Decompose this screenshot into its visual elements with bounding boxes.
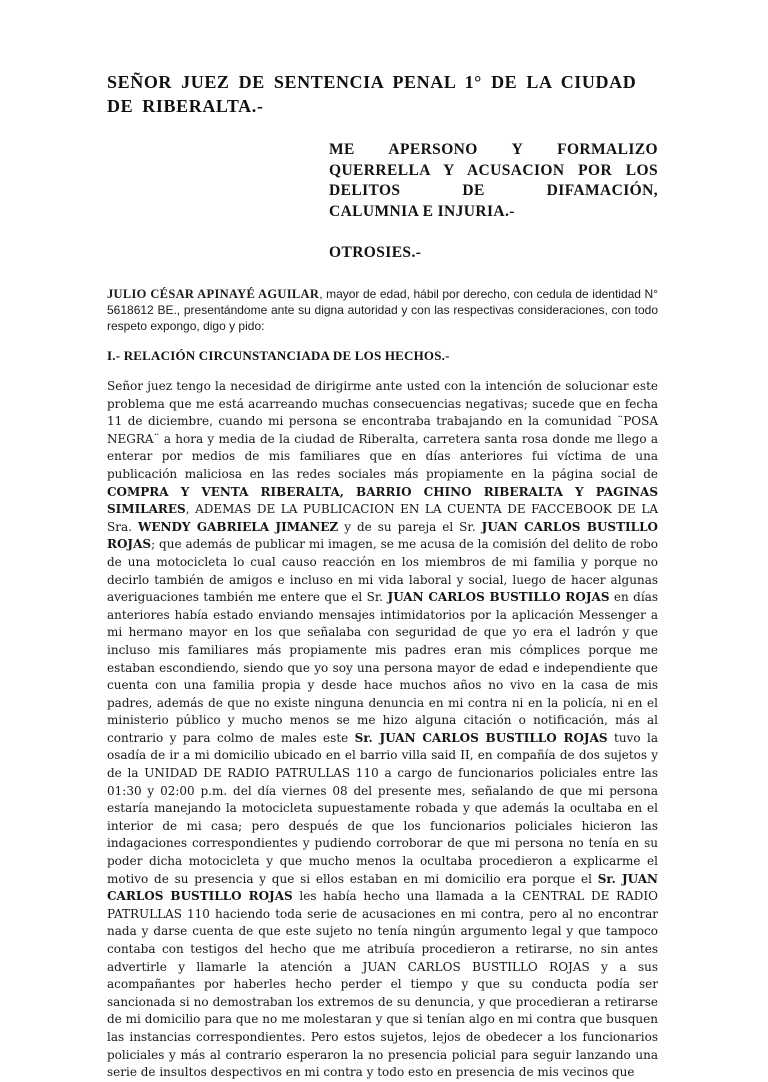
bold-entity: Sr. JUAN CARLOS BUSTILLO ROJAS: [107, 871, 659, 904]
complainant-name: JULIO CÉSAR APINAYÉ AGUILAR: [107, 287, 320, 301]
reference-line: QUERRELLA Y ACUSACION POR LOS: [329, 161, 658, 179]
body-text-segment: y de su pareja el Sr.: [338, 519, 482, 534]
body-text-segment: en días anteriores había estado enviando mensajes intimidatorios por la aplicación Messenger a mi hermano mayor en los que señalaba con seguridad de que yo era el ladrón y que incluso mis familiares más propiamente mis padres eran mis cómplices porque me estaban escondiendo, siendo que yo soy una persona mayor de edad e independiente que cuenta con una familia propia y desde hace muchos años no vivo en la casa de mis padres, además de que no existe ninguna denuncia en mi contra ni en la policía, ni en el ministerio público y mucho menos se me hizo alguna citación o notificación, más al contrario y para colmo de males este: [107, 590, 659, 745]
section-title: I.- RELACIÓN CIRCUNSTANCIADA DE LOS HECHOS.-: [107, 348, 450, 363]
court-addressee-heading: SEÑOR JUEZ DE SENTENCIA PENAL 1° DE LA CIUDAD DE RIBERALTA.-: [107, 72, 637, 116]
bold-entity: WENDY GABRIELA JIMANEZ: [137, 519, 339, 534]
bold-entity: JUAN CARLOS BUSTILLO ROJAS: [387, 590, 610, 605]
facts-paragraph: [107, 378, 658, 1082]
otrosies-label: OTROSIES.-: [329, 244, 422, 261]
reference-line: CALUMNIA E INJURIA.-: [329, 202, 515, 220]
reference-line: DELITOS DE DIFAMACIÓN,: [329, 182, 658, 199]
body-text-segment: tuvo la osadía de ir a mi domicilio ubicado en el barrio villa said II, en compañía de dos sujetos y de la UNIDAD DE RADIO PATRULLAS 110 a cargo de funcionarios policiales entre las 01:30 y 02:00 p.m. del día viernes 08 del presente mes, señalando de que mi persona estaría manejando la motocicleta supuestamente robada y que además la ocultaba en el interior de mi casa; pero después de que los funcionarios policiales hicieron las indagaciones correspondientes y pudiendo corroborar de que mi persona no tenía en su poder dicha motocicleta y que mucho menos la ocultaba procedieron a explicarme el motivo de su presencia y que si ellos estaban en mi domicilio era porque el: [107, 730, 658, 886]
body-text-segment: les había hecho una llamada a la CENTRAL DE RADIO PATRULLAS 110 haciendo toda serie de acusaciones en mi contra, pero al no encontrar nada y darse cuenta de que este sujeto no tenía ningún argumento legal y que tampoco contaba con testigos del hecho que me atribuía procedieron a retirarse, no sin antes advertirle y llamarle la atención a JUAN CARLOS BUSTILLO ROJAS y a sus acompañantes por haberles hecho perder el tiempo y que su conducta podía ser sancionada si no demostraban los extremos de su denuncia, y que procedieran a retirarse de mi domicilio para que no me molestaran y que si tenían algo en mi contra que busquen las instancias correspondientes. Pero estos sujetos, lejos de obedecer a los funcionarios policiales y más al contrario esperaron la no presencia policial para seguir lanzando una serie de insultos despectivos en mi contra y todo esto en presencia de mis vecinos que: [107, 889, 658, 1080]
intro-text: , mayor de edad, hábil por derecho, con cedula de identidad N° 5618612 BE., presentándome ante su digna autoridad y con las respectivas consideraciones, con todo respeto expongo, digo y pido:: [107, 287, 659, 333]
bold-entity: Sr. JUAN CARLOS BUSTILLO ROJAS: [354, 730, 608, 745]
body-text-segment: Señor juez tengo la necesidad de dirigirme ante usted con la intención de solucionar este problema que me está acarreando muchas consecuencias negativas; sucede que en fecha 11 de diciembre, cuando mi persona se encontraba trabajando en la comunidad ¨POSA NEGRA¨ a hora y media de la ciudad de Riberalta, carretera santa rosa donde me llego a enterar por medios de mis familiares que en días anteriores fui víctima de una publicación maliciosa en las redes sociales más propiamente en la página social de: [107, 379, 658, 481]
intro-paragraph: [107, 286, 658, 334]
subject-reference-block: [329, 140, 658, 222]
body-text-segment: ; que además de publicar mi imagen, se me acusa de la comisión del delito de robo de una motocicleta lo cual causo reacción en los miembros de mi familia y porque no decirlo también de amigos e incluso en mi vida laboral y social, luego de hacer algunas averiguaciones también me entere que el Sr.: [107, 537, 658, 605]
body-text-segment: , ADEMAS DE LA PUBLICACION EN LA CUENTA DE FACCEBOOK DE LA Sra.: [107, 502, 658, 534]
bold-entity: COMPRA Y VENTA RIBERALTA, BARRIO CHINO RIBERALTA Y PAGINAS SIMILARES: [107, 484, 658, 517]
bold-entity: JUAN CARLOS BUSTILLO ROJAS: [107, 519, 658, 552]
reference-line: ME APERSONO Y FORMALIZO: [329, 141, 658, 158]
